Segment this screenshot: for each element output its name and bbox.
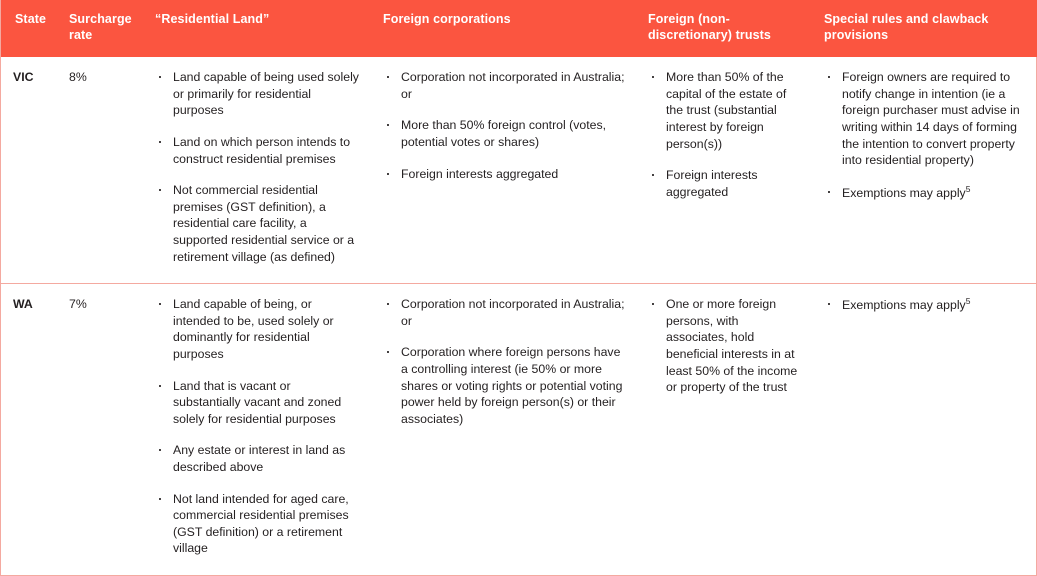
cell-state: VIC — [1, 57, 57, 283]
footnote-marker: 5 — [965, 183, 971, 194]
footnote-marker: 5 — [965, 296, 971, 307]
cell-foreign-corporations — [371, 57, 636, 283]
bullet-item: · More than 50% of the capital of the estate of the trust (substantial interest by foreign person(s)) — [648, 69, 802, 152]
table-header-row — [1, 0, 1037, 57]
cell-residential-land — [143, 284, 371, 576]
column-header-residential-land: “Residential Land” — [143, 0, 371, 57]
table-row — [1, 57, 1037, 283]
bullet-list-foreign-corporations — [383, 296, 626, 427]
column-header-foreign-trusts: Foreign (non-discretionary) trusts — [636, 0, 812, 57]
bullet-list-special-rules — [824, 69, 1028, 201]
bullet-item: · Land capable of being used solely or primarily for residential purposes — [155, 69, 361, 119]
bullet-item: · Corporation not incorporated in Australia; or — [383, 69, 626, 102]
bullet-list-foreign-trusts — [648, 296, 802, 396]
bullet-item: · Exemptions may apply$^5$ — [824, 296, 1028, 314]
column-header-state: State — [1, 0, 57, 57]
table-row — [1, 284, 1037, 576]
cell-special-rules — [812, 284, 1037, 576]
cell-state: WA — [1, 284, 57, 576]
bullet-item: · Land on which person intends to construct residential premises — [155, 134, 361, 167]
bullet-item: · Not land intended for aged care, commercial residential premises (GST definition) or a retirement village — [155, 491, 361, 557]
bullet-item: · Land capable of being, or intended to be, used solely or dominantly for residential purposes — [155, 296, 361, 362]
bullet-list-residential-land — [155, 296, 361, 557]
column-header-special-rules: Special rules and clawback provisions — [812, 0, 1037, 57]
bullet-item: · Corporation where foreign persons have a controlling interest (ie 50% or more shares or voting rights or potential voting power held by foreign person(s) or their associates) — [383, 344, 626, 427]
bullet-list-residential-land — [155, 69, 361, 265]
bullet-item: · Land that is vacant or substantially vacant and zoned solely for residential purposes — [155, 378, 361, 428]
column-header-foreign-corporations: Foreign corporations — [371, 0, 636, 57]
column-header-surcharge-rate: Surcharge rate — [57, 0, 143, 57]
bullet-item: · Foreign interests aggregated — [383, 166, 626, 183]
bullet-item: · Any estate or interest in land as described above — [155, 442, 361, 475]
cell-foreign-trusts — [636, 57, 812, 283]
bullet-item: · Foreign owners are required to notify change in intention (ie a foreign purchaser must advise in writing within 14 days of forming the intention to convert property into residential property) — [824, 69, 1028, 169]
cell-foreign-trusts — [636, 284, 812, 576]
bullet-list-special-rules — [824, 296, 1028, 314]
table-header — [1, 0, 1037, 57]
foreign-surcharge-table — [1, 0, 1037, 576]
cell-special-rules — [812, 57, 1037, 283]
table-body — [1, 57, 1037, 575]
bullet-list-foreign-trusts — [648, 69, 802, 200]
bullet-item: · Foreign interests aggregated — [648, 167, 802, 200]
cell-residential-land — [143, 57, 371, 283]
cell-surcharge-rate: 7% — [57, 284, 143, 576]
bullet-item: · Exemptions may apply$^5$ — [824, 184, 1028, 202]
bullet-item: · Corporation not incorporated in Australia; or — [383, 296, 626, 329]
cell-surcharge-rate: 8% — [57, 57, 143, 283]
bullet-item: · Not commercial residential premises (GST definition), a residential care facility, a supported residential service or a retirement village (as defined) — [155, 182, 361, 265]
bullet-list-foreign-corporations — [383, 69, 626, 182]
cell-foreign-corporations — [371, 284, 636, 576]
bullet-item: · One or more foreign persons, with associates, hold beneficial interests in at least 50% of the income or property of the trust — [648, 296, 802, 396]
bullet-item: · More than 50% foreign control (votes, potential votes or shares) — [383, 117, 626, 150]
